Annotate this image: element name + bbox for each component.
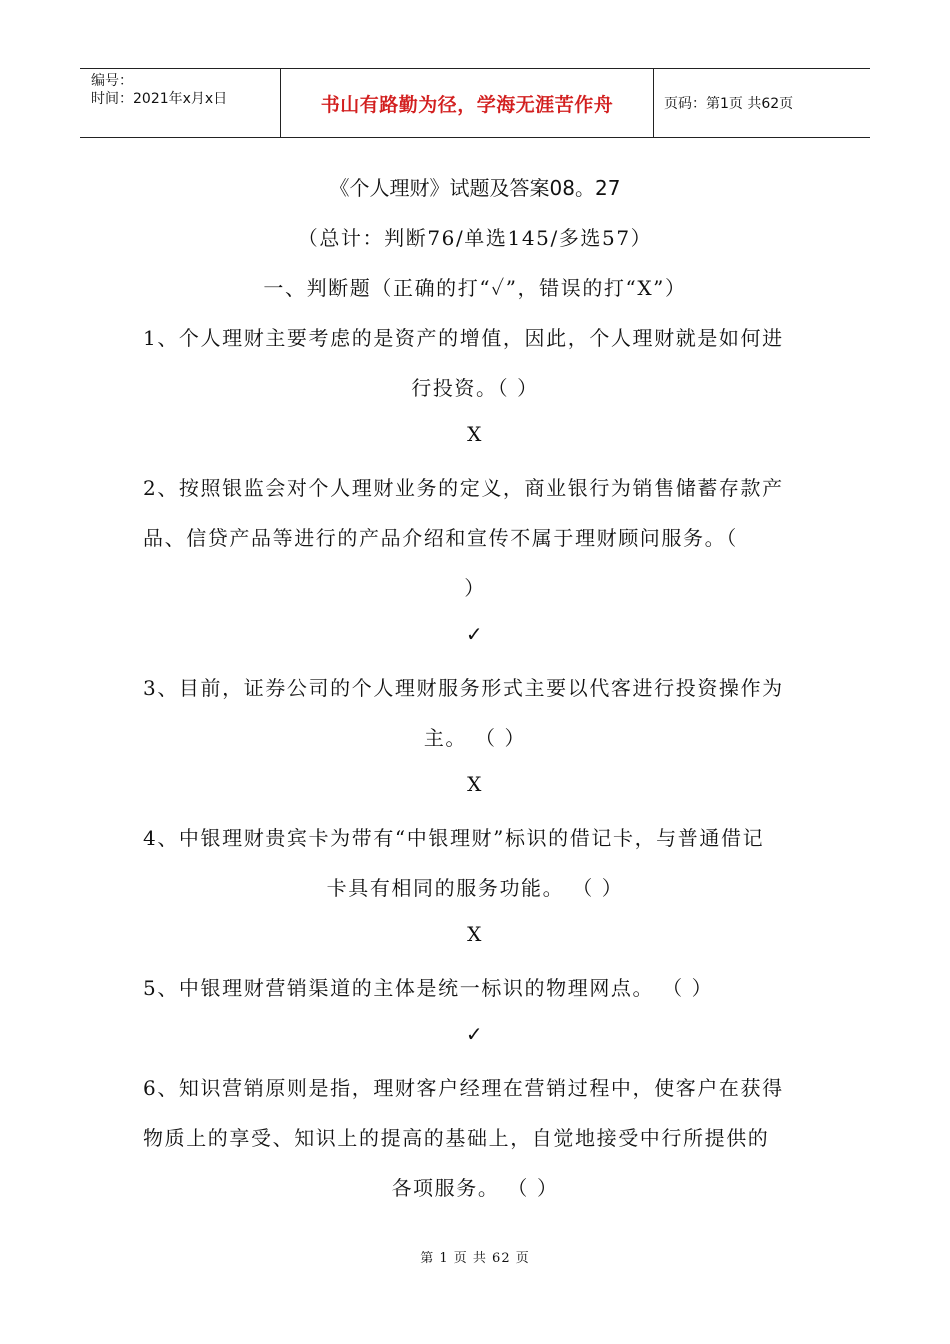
page-label: 页码：第1页 共62页 (664, 96, 794, 112)
question-3-answer: X (467, 772, 483, 796)
question-3-line-2: 主。 （ ） (423, 726, 527, 750)
section-heading: 一、判断题（正确的打“✓”，错误的打“X”） (263, 276, 687, 300)
header-page-cell (654, 69, 870, 137)
question-5-answer: ✓ (465, 1022, 485, 1046)
number-label: 编号： (91, 73, 133, 89)
question-1-line-2: 行投资。（ ） (411, 376, 539, 400)
question-2-answer: ✓ (465, 622, 485, 646)
question-6-line-1: 6、知识营销原则是指，理财客户经理在营销过程中，使客户在获得 (143, 1076, 784, 1100)
question-4-line-2: 卡具有相同的服务功能。 （ ） (326, 876, 624, 900)
question-3-line-1: 3、目前，证券公司的个人理财服务形式主要以代客进行投资操作为 (143, 676, 784, 700)
motto-text: 书山有路勤为径，学海无涯苦作舟 (320, 93, 614, 116)
time-label: 时间：2021年x月x日 (91, 91, 228, 107)
question-4-line-1: 4、中银理财贵宾卡为带有“中银理财”标识的借记卡，与普通借记 (143, 826, 765, 850)
question-5-line-1: 5、中银理财营销渠道的主体是统一标识的物理网点。 （ ） (143, 976, 714, 1000)
question-summary: （总计：判断76/单选145/多选57） (297, 226, 653, 250)
question-6-line-3: 各项服务。 （ ） (391, 1176, 559, 1200)
question-2-line-1: 2、按照银监会对个人理财业务的定义，商业银行为销售储蓄存款产 (143, 476, 784, 500)
page-header (80, 68, 870, 138)
question-2-line-2: 品、信贷产品等进行的产品介绍和宣传不属于理财顾问服务。（ (143, 526, 738, 550)
document-title: 《个人理财》试题及答案08。27 (329, 176, 621, 200)
question-1-line-1: 1、个人理财主要考虑的是资产的增值，因此，个人理财就是如何进 (143, 326, 784, 350)
question-1-answer: X (467, 422, 483, 446)
header-meta-cell (80, 69, 281, 137)
question-2-line-3: ） (464, 576, 486, 600)
question-4-answer: X (467, 922, 483, 946)
question-6-line-2: 物质上的享受、知识上的提高的基础上，自觉地接受中行所提供的 (143, 1126, 770, 1150)
page-footer: 第 1 页 共 62 页 (420, 1251, 530, 1266)
header-motto-cell (281, 69, 654, 137)
